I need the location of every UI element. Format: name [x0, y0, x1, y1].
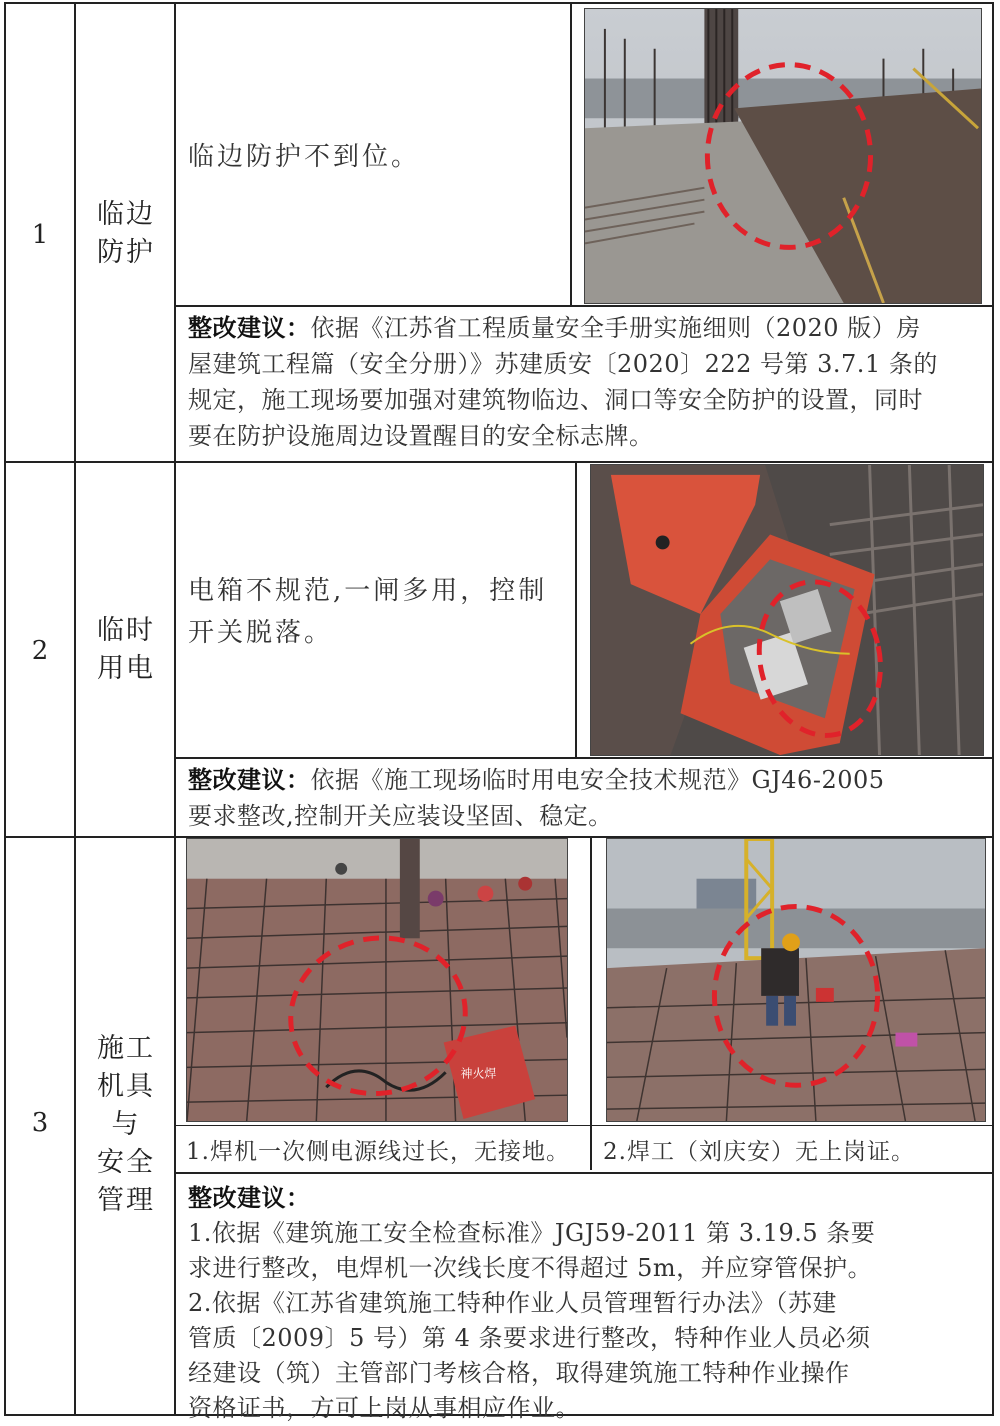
photo-caption-1: 1.焊机一次侧电源线过长，无接地。: [186, 1139, 570, 1165]
suggestion-line: 整改建议：依据《江苏省工程质量安全手册实施细则（2020 版）房: [188, 313, 921, 342]
suggestion-line: 1.依据《建筑施工安全检查标准》JGJ59-2011 第 3.19.5 条要: [188, 1219, 876, 1247]
suggestion-label: 整改建议：: [188, 313, 311, 342]
col-divider-category: [174, 2, 176, 1416]
welder-box-label: 神火焊: [460, 1066, 497, 1081]
suggestion-line: 要在防护设施周边设置醒目的安全标志牌。: [188, 422, 654, 450]
suggestion-text: [188, 1180, 984, 1426]
row-divider-1-2: [4, 461, 994, 463]
category-line: 防护: [97, 237, 155, 268]
photo-welder-worker: [606, 838, 986, 1122]
row3-inner-divider: [174, 1172, 994, 1174]
row-number: 1: [31, 220, 49, 250]
suggestion-line: 屋建筑工程篇（安全分册）》苏建质安〔2020〕222 号第 3.7.1 条的: [188, 350, 938, 378]
category-line: 与: [111, 1109, 141, 1140]
row-number: 2: [31, 636, 49, 666]
col-divider-number: [74, 2, 76, 1416]
suggestion-line: 要求整改,控制开关应装设坚固、稳定。: [188, 802, 613, 830]
category-line: 临边: [97, 199, 155, 230]
issue-text: 电箱不规范,一闸多用，控制 开关脱落。: [188, 576, 548, 648]
suggestion-line: 整改建议：依据《施工现场临时用电安全技术规范》GJ46-2005: [188, 765, 885, 794]
category-label: [78, 196, 174, 272]
row1-inner-divider: [174, 305, 994, 307]
suggestion-line: 求进行整改，电焊机一次线长度不得超过 5m，并应穿管保护。: [188, 1254, 873, 1282]
category-line: 管理: [97, 1185, 155, 1216]
suggestion-line: 管质〔2009〕5 号）第 4 条要求进行整改，特种作业人员必须: [188, 1324, 871, 1352]
photo-welding-machine: [186, 838, 568, 1122]
suggestion-text: [188, 762, 984, 834]
row2-inner-divider: [174, 757, 994, 759]
row1-issue-photo-divider: [570, 2, 572, 306]
category-line: 施工: [97, 1033, 155, 1064]
category-line: 临时: [97, 615, 155, 646]
suggestion-line: 2.依据《江苏省建筑施工特种作业人员管理暂行办法》（苏建: [188, 1289, 837, 1317]
suggestion-line: 规定，施工现场要加强对建筑物临边、洞口等安全防护的设置，同时: [188, 386, 923, 414]
row2-issue-photo-divider: [575, 462, 577, 758]
suggestion-label: 整改建议：: [188, 765, 311, 794]
row-number: 3: [31, 1108, 49, 1138]
suggestion-text: [188, 310, 984, 454]
row3-photo-bottom: [174, 1125, 994, 1126]
suggestion-label: 整改建议：: [188, 1183, 311, 1212]
category-label: [78, 1030, 174, 1220]
photo-electric-box: [590, 464, 984, 756]
suggestion-line: 资格证书，方可上岗从事相应作业。: [188, 1394, 580, 1422]
suggestion-line: 经建设（筑）主管部门考核合格，取得建筑施工特种作业操作: [188, 1359, 850, 1387]
category-label: [78, 612, 174, 688]
photo-caption-2: 2.焊工（刘庆安）无上岗证。: [603, 1139, 915, 1165]
issue-text: 临边防护不到位。: [188, 142, 421, 172]
category-line: 用电: [97, 653, 155, 684]
category-line: 机具: [97, 1071, 155, 1102]
photo-edge-protection: [584, 8, 982, 304]
category-line: 安全: [97, 1147, 155, 1178]
row3-photo-divider: [590, 836, 592, 1170]
